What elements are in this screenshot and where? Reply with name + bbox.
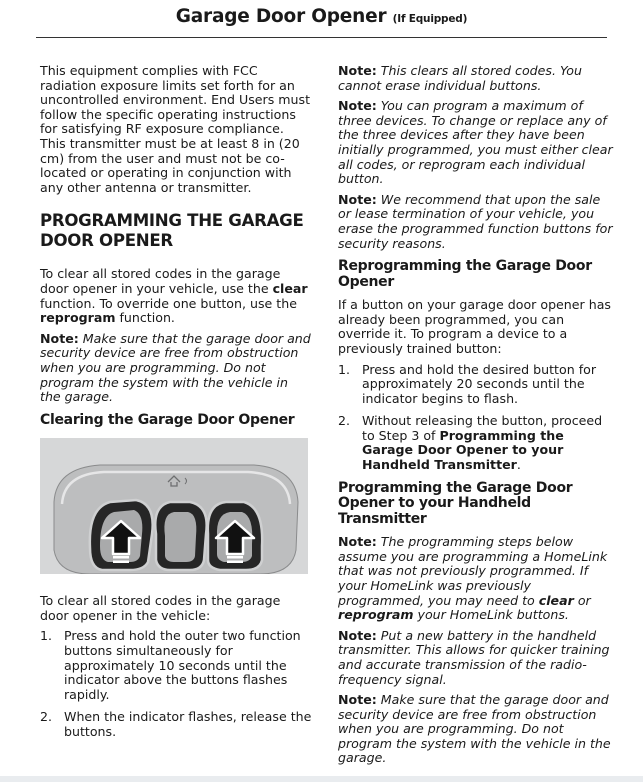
page-subtitle: (If Equipped) [392,13,468,25]
note-text-end: your HomeLink buttons. [413,607,569,623]
step-number: 1. [40,628,53,644]
note-label: Note: [338,627,377,643]
programming-heading: PROGRAMMING THE GARAGE DOOR OPENER [40,211,304,250]
handheld-heading: Programming the Garage Door Opener to your Handheld Transmitter [338,479,573,527]
note-text: This clears all stored codes. You cannot erase individual buttons. [338,63,582,93]
note-obstruction-left [40,332,312,405]
clear-steps-list [40,629,312,739]
right-column [338,64,614,772]
note-sale-erase [338,193,614,251]
clear-paragraph [40,267,312,325]
step-reference: Programming the Garage Door Opener to your Handheld Transmitter [362,427,564,473]
reprogram-keyword: reprogram [40,310,116,326]
note-label: Note: [40,330,79,346]
note-text: We recommend that upon the sale or lease termination of your vehicle, you erase the programmed function buttons for security reasons. [338,191,613,251]
note-text: Make sure that the garage door and security device are free from obstruction when you are programming. Do not program the system with the vehicle in the garage. [338,692,611,766]
clear-keyword: clear [272,280,308,296]
note-text: You can program a maximum of three devices. To change or replace any of the three devices after they have been initially programmed, you must either clear all codes, or reprogram each individual button. [338,98,613,187]
page-title-text: Garage Door Opener [175,6,387,27]
clear-text-b: function. To override one button, use the [40,295,297,311]
note-label: Note: [338,191,377,207]
note-text: Put a new battery in the handheld transmitter. This allows for quicker training and accurate transmission of the radio-frequency signal. [338,627,610,687]
note-obstruction-right [338,693,614,766]
page-bottom-band [0,776,643,782]
clearing-heading: Clearing the Garage Door Opener [40,411,295,428]
step-number: 1. [338,361,351,377]
note-text: The programming steps below assume you are programming a HomeLink that was not previously programmed. If your HomeLink was previously programmed, you may need to [338,534,608,608]
header-rule [36,37,607,38]
note-label: Note: [338,692,377,708]
note-homelink [338,535,614,623]
step-number: 2. [338,413,351,429]
note-text-or: or [573,592,591,608]
step-text: Press and hold the desired button for approximately 20 seconds until the indicator begins to flash. [362,361,597,406]
clear-text-a: To clear all stored codes in the garage door opener in your vehicle, use the [40,266,281,296]
page-title [0,6,643,27]
note-text: Make sure that the garage door and security device are free from obstruction when you are programming. Do not program the system with the vehicle in the garage. [40,330,311,405]
clear-keyword: clear [538,592,574,608]
note-label: Note: [338,534,377,550]
reprogram-keyword: reprogram [338,607,414,623]
step-text-end: . [516,457,521,473]
clear-text-c: function. [115,310,175,326]
clear-intro: To clear all stored codes in the garage door opener in the vehicle: [40,593,281,623]
reprog-intro: If a button on your garage door opener has already been programmed, you can override it. To program a device to a previously trained button: [338,297,611,356]
note-label: Note: [338,98,377,114]
step-text: When the indicator flashes, release the buttons. [64,709,312,739]
step-number: 2. [40,709,53,725]
note-label: Note: [338,63,377,78]
note-clears-all [338,64,614,93]
list-item [338,414,614,472]
step-text: Without releasing the button, proceed to Step 3 of [362,413,603,443]
left-column [40,64,312,748]
fcc-paragraph: This equipment complies with FCC radiation exposure limits set forth for an uncontrolled environment. End Users must follow the specific operating instructions for satisfying RF exposure compliance. This transmitter must be at least 8 in (20 cm) from the user and must not be co-located or operating in conjunction with any other antenna or transmitter. [40,63,311,195]
function-button-middle [155,502,206,570]
list-item [338,363,614,407]
reprog-steps-list [338,363,614,473]
reprogramming-heading: Reprogramming the Garage Door Opener [338,258,592,290]
note-battery [338,629,614,687]
note-max-devices [338,99,614,187]
list-item [40,710,312,739]
step-text: Press and hold the outer two function buttons simultaneously for approximately 10 seconds until the indicator above the buttons flashes rapidly. [64,628,301,702]
list-item [40,629,312,702]
overhead-console-illustration [40,438,308,574]
